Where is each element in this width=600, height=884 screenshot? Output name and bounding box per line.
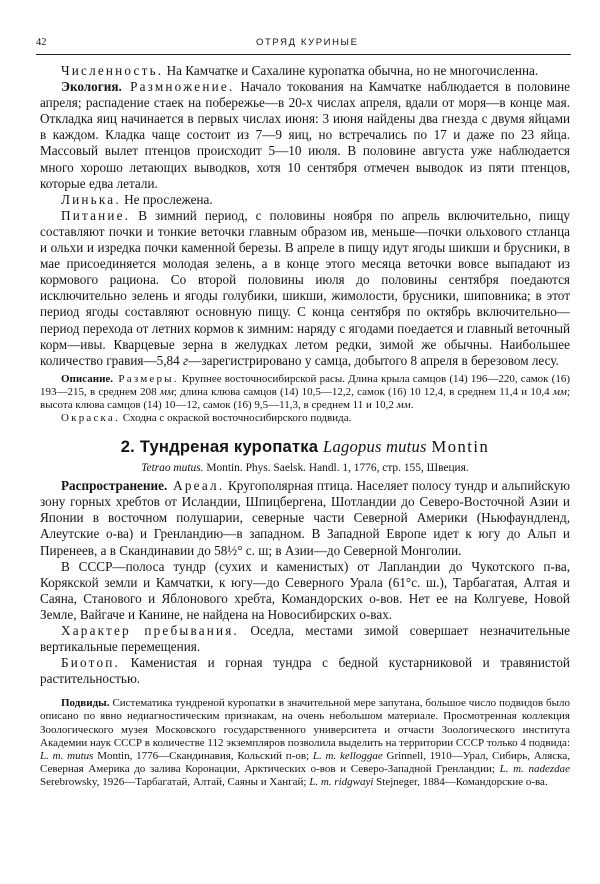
label-breeding: Размножение. bbox=[121, 79, 235, 95]
paragraph-biotope: Биотоп. Каменистая и горная тундра с бедной кустарниковой и травянистой растительностью. bbox=[40, 655, 570, 687]
page-header bbox=[36, 37, 571, 51]
paragraph-ussr: В СССР—полоса тундр (сухих и каменистых) от Лапландии до Чукотского п-ва, Корякской земли и Камчатки, к югу—до Северного Урала (61°с. ш.), Тарбагатая, Алтая и Саяна, Станового и Яблонового хребта, Командорских о-вов. Нет ее на Колгуеве, Новой Земле, Вайгаче и Канине, не найдена на Новосибирских о-вах. bbox=[40, 558, 570, 622]
label-biotope: Биотоп. bbox=[61, 655, 120, 671]
paragraph-moult: Линька. Не прослежена. bbox=[61, 191, 213, 207]
heading-subspecies: Подвиды. bbox=[61, 697, 110, 710]
header-rule bbox=[36, 54, 571, 55]
page-body bbox=[40, 63, 570, 789]
label-stay: Характер пребывания. bbox=[61, 623, 240, 638]
label-colouring: Окраска. bbox=[61, 412, 120, 425]
paragraph-ecology: Экология. Размножение. Начало токования на Камчатке наблюдается в половине апреля; распадение стаек на побережье—в 20-х числах апреля, вдали от моря—в конце мая. Откладка яиц начинается в первых числах июня: 3 июня найдены два гнезда с двумя яйцами в каждом. Кладка чаще состоит из 7—9 яиц, но встречались по 17 и даже по 23 яйца. Массовый вылет птенцов происходит 5—10 июля. В половине августа уже наблюдается много хорошо летающих выводков, хотя 10 сентября отмечен выводок из пяти птенцов, которые едва летали. bbox=[40, 79, 570, 191]
paragraph-stay: Характер пребывания. Оседла, местами зимой совершает незначительные вертикальные перемещения. bbox=[40, 623, 570, 655]
label-range: Ареал. bbox=[167, 478, 225, 494]
paragraph-numbers: Численность. На Камчатке и Сахалине куропатка обычна, но не многочисленна. bbox=[61, 63, 539, 78]
label-moult: Линька. bbox=[61, 191, 121, 207]
page-number: 42 bbox=[36, 37, 47, 48]
paragraph-range: Распространение. Ареал. Кругополярная птица. Населяет полосу тундр и альпийскую зону горных хребтов от Исландии, Шпицбергена, Шотландии до Северо-Восточной Азии и Японии в восточном полушарии, северные части Северной Америки (Ньюфаундленд, Алеутские о-ва) и Гренландию—в западном. В Западной Европе идет к югу до Альп и Пиренеев, а в Скандинавии до 58½° с. ш; в Азии—до Северной Монголии. bbox=[40, 478, 570, 558]
section-author: Montin bbox=[431, 437, 490, 457]
heading-distribution: Распространение. bbox=[61, 478, 168, 494]
paragraph-food: Питание. В зимний период, с половины ноября по апрель включительно, пищу составляют почки и тонкие веточки главным образом ив, меньше—почки ольхового стланца и ольхи и изредка почки каменной березы. В апреле в пищу идут ягоды шикши и брусники, в мае присоединяется молодая зелень, а в конце этого месяца веточки вовсе выпадают из кормового рациона. Со второй половины июля до половины сентября поедаются исключительно зелень и ягоды голубики, шикши, жимолости, брусники, шиповника; в этот период ягоды составляют основную пищу. С конца сентября по октябрь включительно—период перехода от летних кормов к зимним: наряду с ягодами поедается и главный веточный корм—ивы. Кварцевые зерна в желудках летом редки, зимой же обычны. Наибольшее количество гравия—5,84 г—зарегистрировано у самца, добытого 8 апреля в березовом лесу. bbox=[40, 207, 570, 368]
label-sizes: Размеры. bbox=[113, 372, 179, 385]
section-latin-name: Lagopus mutus bbox=[323, 437, 427, 457]
heading-description: Описание. bbox=[61, 372, 114, 385]
running-title: ОТРЯД КУРИНЫЕ bbox=[256, 37, 359, 48]
synonym-latin: Tetrao mutus. bbox=[141, 462, 204, 475]
synonym-line: Tetrao mutus. Montin. Phys. Saelsk. Handl. 1, 1776, стр. 155, Швеция. bbox=[141, 462, 469, 475]
paragraph-colouring: Окраска. Сходна с окраской восточносибирского подвида. bbox=[61, 412, 352, 425]
paragraph-subspecies: Подвиды. Систематика тундреной куропатки в значительной мере запутана, большое число подвидов было описано по явно недиагностическим признакам, на очень небольшом материале. Просмотренная коллекция Зоологического музея Московского государственного университета и отчасти Зоологического института Академии наук СССР в количестве 112 экземпляров позволила выделить на территории СССР только 4 подвида: L. m. mutus Montin, 1776—Скандинавия, Кольский п-ов; L. m. kelloggae Grinnell, 1910—Урал, Сибирь, Аляска, Северная Америка до залива Коронации, Арктических о-вов и Северо-Западной Гренландии; L. m. nadezdae Serebrowsky, 1926—Тарбагатай, Алтай, Саяны и Хангай; L. m. ridgwayi Stejneger, 1884—Командорские о-ва. bbox=[40, 697, 570, 788]
label-numbers: Численность. bbox=[61, 63, 164, 78]
paragraph-description: Описание. Размеры. Крупнее восточносибирской расы. Длина крыла самцов (14) 196—220, самок (16) 193—215, в среднем 208 мм; длина клюва самцов (14) 10,5—12,2, самок (16) 10 12,4, в среднем 11,4 и 10,4 мм; высота клюва самцов (14) 10—12, самок (16) 9,5—11,3, в среднем 11 и 10,2 мм. bbox=[40, 372, 570, 411]
label-food: Питание. bbox=[61, 207, 131, 223]
heading-ecology: Экология. bbox=[61, 79, 122, 95]
section-heading: 2. Тундреная куропатка Lagopus mutus Montin bbox=[120, 437, 490, 457]
